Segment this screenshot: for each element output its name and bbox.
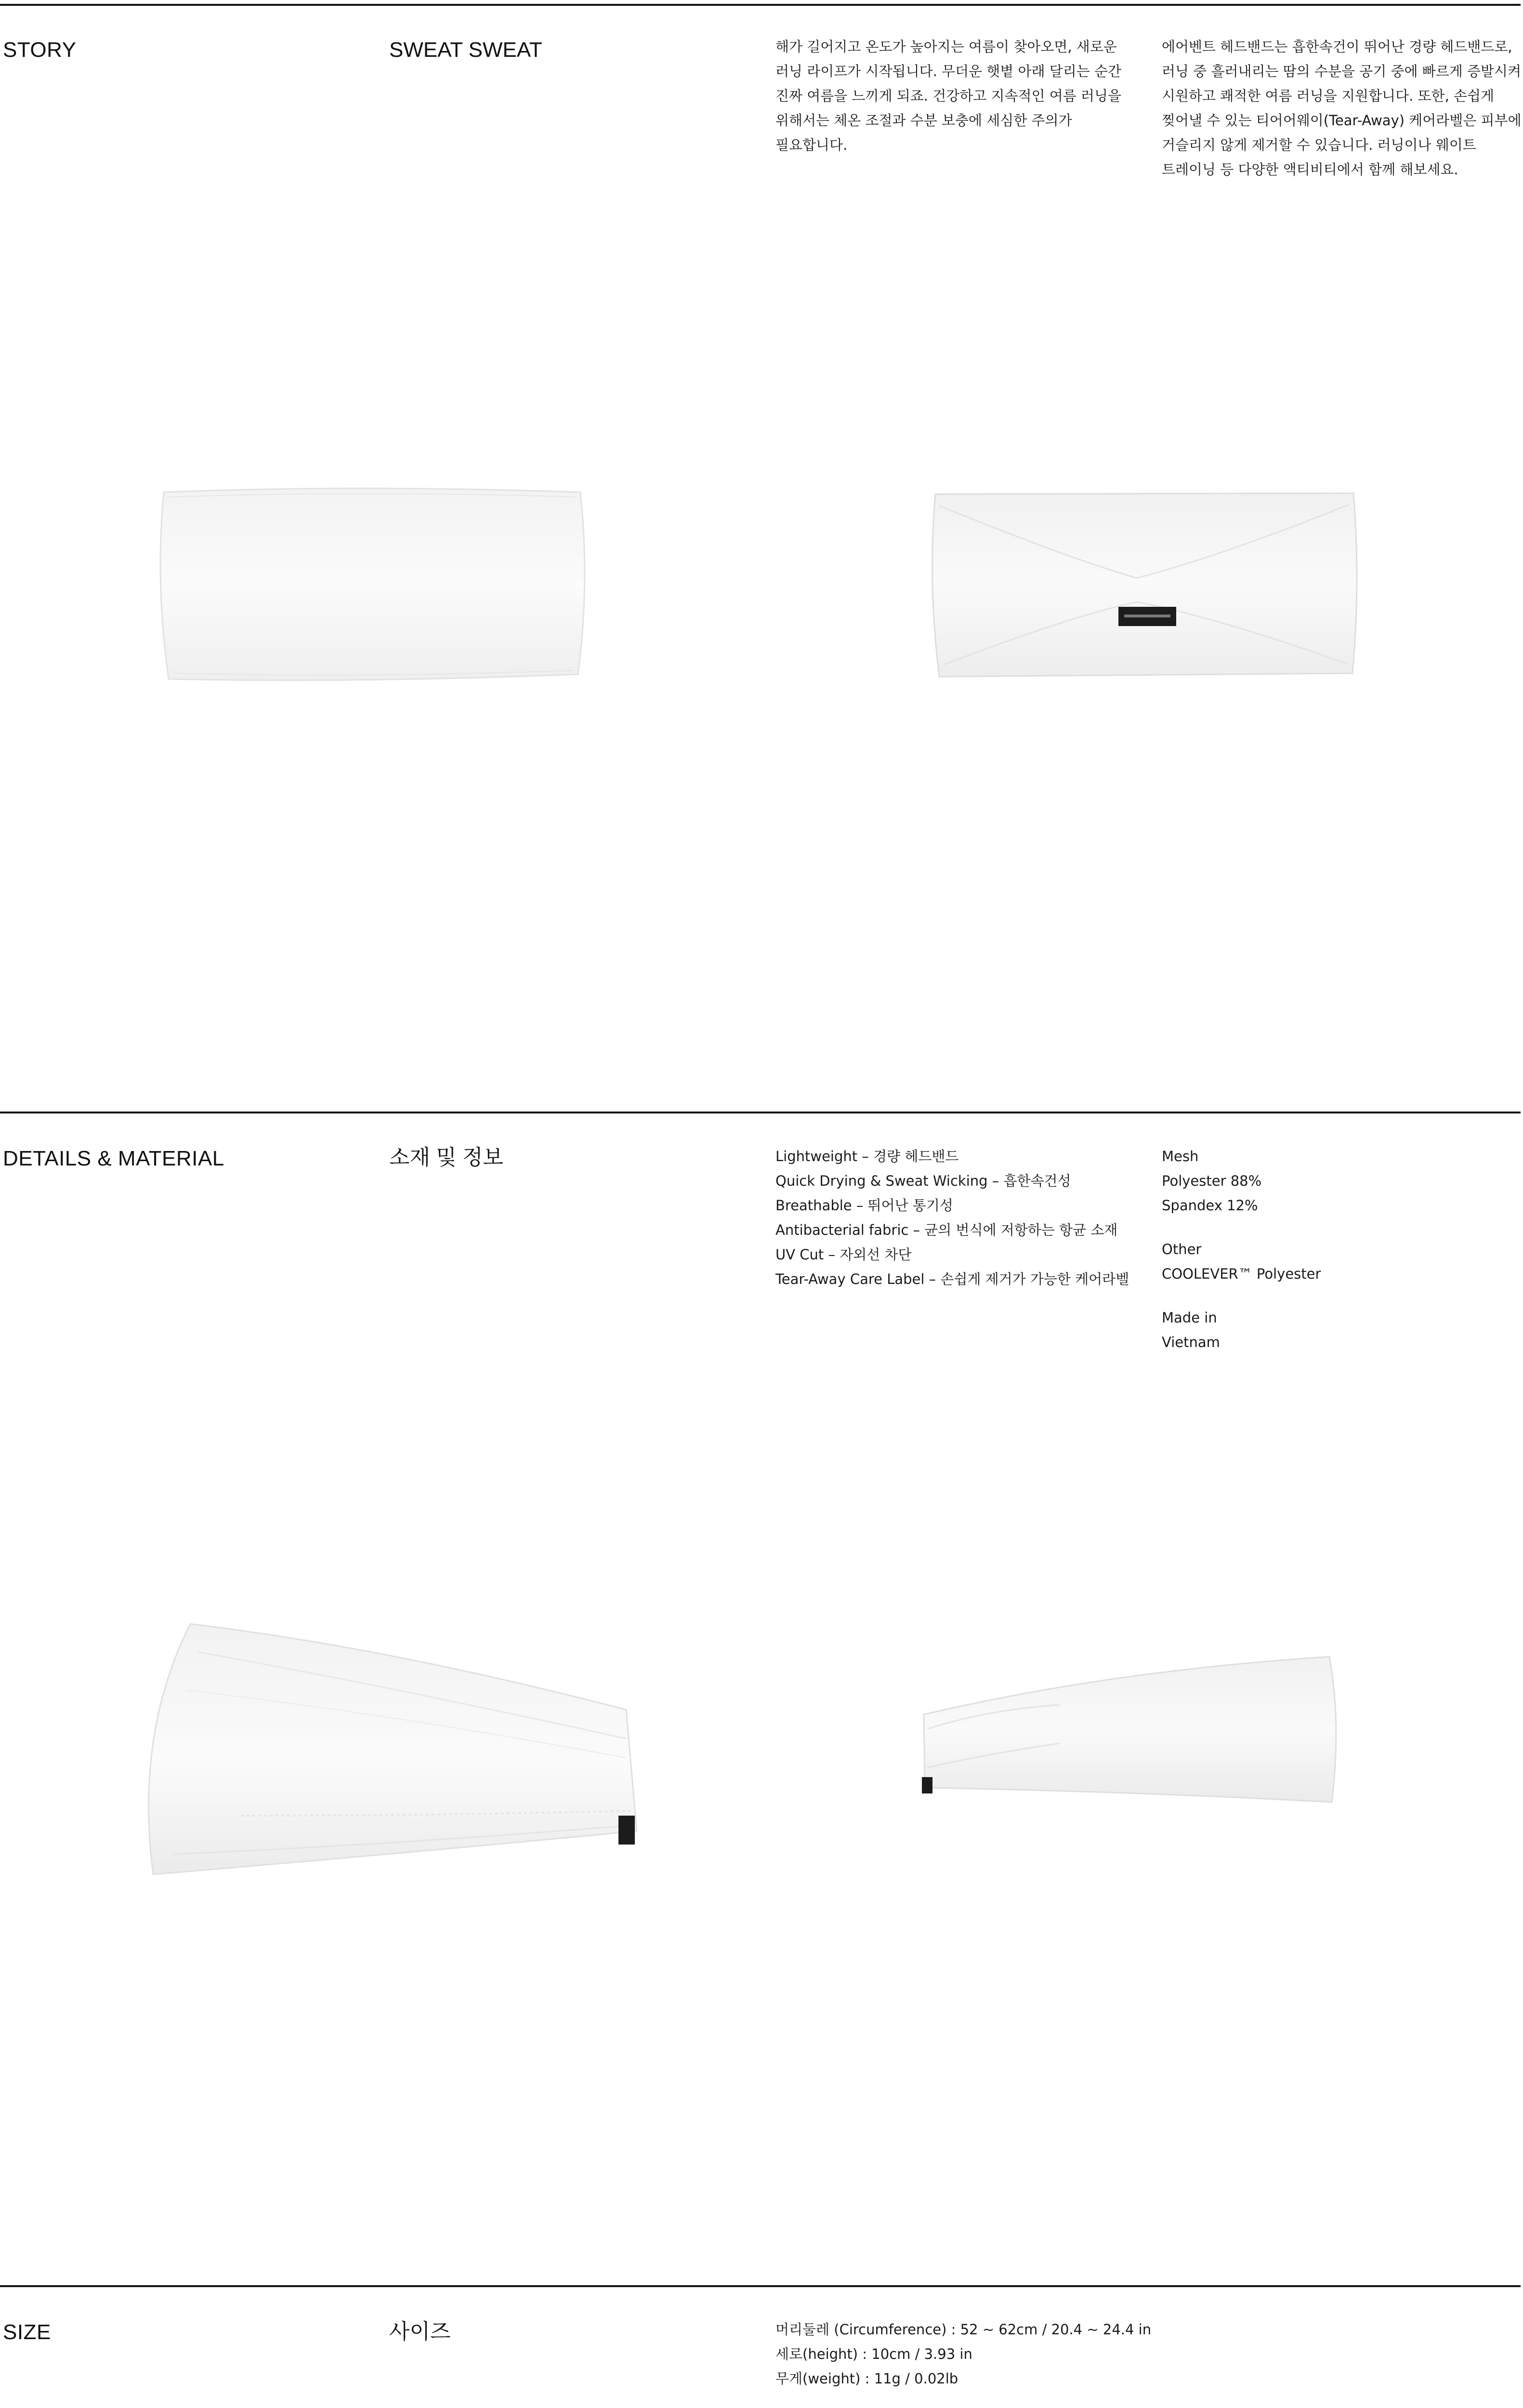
text-line: 러닝 중 흘러내리는 땀의 수분을 공기 중에 빠르게 증발시켜 [1162,63,1522,79]
material-heading: Other [1162,1241,1202,1257]
list-item: Antibacterial fabric – 균의 번식에 저항하는 항균 소재 [775,1222,1118,1238]
details-title: 소재 및 정보 [389,1146,503,1169]
material-list [1162,1144,1321,1355]
headband-side-right-image [915,1652,1349,1811]
list-item: Breathable – 뛰어난 통기성 [775,1197,953,1214]
text-line: 시원하고 쾌적한 여름 러닝을 지원합니다. 또한, 손쉽게 [1162,88,1495,104]
section-divider [0,1112,1521,1113]
section-label-size: SIZE [3,2320,51,2344]
size-title: 사이즈 [389,2320,451,2343]
material-item: Vietnam [1162,1334,1220,1350]
text-line: 거슬리지 않게 제거할 수 있습니다. 러닝이나 웨이트 [1162,137,1476,153]
headband-back-image [925,486,1368,689]
size-line: 세로(height) : 10cm / 3.93 in [775,2346,972,2362]
section-label-story: STORY [3,38,77,62]
section-divider [0,4,1521,6]
story-paragraph-1 [775,35,1121,157]
text-line: 해가 길어지고 온도가 높아지는 여름이 찾아오면, 새로운 [775,39,1117,55]
care-label-tag [618,1816,635,1845]
material-item: Spandex 12% [1162,1197,1258,1214]
text-line: 진짜 여름을 느끼게 되죠. 건강하고 지속적인 여름 러닝을 [775,88,1122,104]
text-line: 트레이닝 등 다양한 액티비티에서 함께 해보세요. [1162,161,1458,178]
story-title: SWEAT SWEAT [389,38,542,62]
material-item: Polyester 88% [1162,1173,1262,1189]
list-item: UV Cut – 자외선 차단 [775,1246,912,1263]
size-line: 무게(weight) : 11g / 0.02lb [775,2370,958,2387]
story-paragraph-2 [1162,35,1522,182]
text-line: 러닝 라이프가 시작됩니다. 무더운 햇볕 아래 달리는 순간 [775,63,1122,79]
size-info [775,2317,1199,2408]
care-label-tag [922,1777,932,1793]
headband-side-left-image [144,1613,655,1883]
text-line: 위해서는 체온 조절과 수분 보충에 세심한 주의가 [775,112,1072,129]
material-heading: Mesh [1162,1148,1199,1165]
text-line: 필요합니다. [775,137,848,153]
material-heading: Made in [1162,1309,1217,1326]
list-item: Lightweight – 경량 헤드밴드 [775,1148,959,1165]
section-divider [0,2285,1521,2287]
text-line: 에어벤트 헤드밴드는 흡한속건이 뛰어난 경량 헤드밴드로, [1162,39,1512,55]
material-item: COOLEVER™ Polyester [1162,1266,1321,1282]
list-item: Quick Drying & Sweat Wicking – 흡한속건성 [775,1173,1071,1189]
list-item: Tear-Away Care Label – 손쉽게 제거가 가능한 케어라벨 [775,1271,1129,1287]
size-line: 머리둘레 (Circumference) : 52 ~ 62cm / 20.4 ~ 24.4 in [775,2321,1152,2338]
section-label-details: DETAILS & MATERIAL [3,1147,224,1170]
text-line: 찢어낼 수 있는 티어어웨이(Tear-Away) 케어라벨은 피부에 [1162,112,1522,129]
feature-list [775,1144,1129,1292]
headband-front-image [154,482,597,694]
